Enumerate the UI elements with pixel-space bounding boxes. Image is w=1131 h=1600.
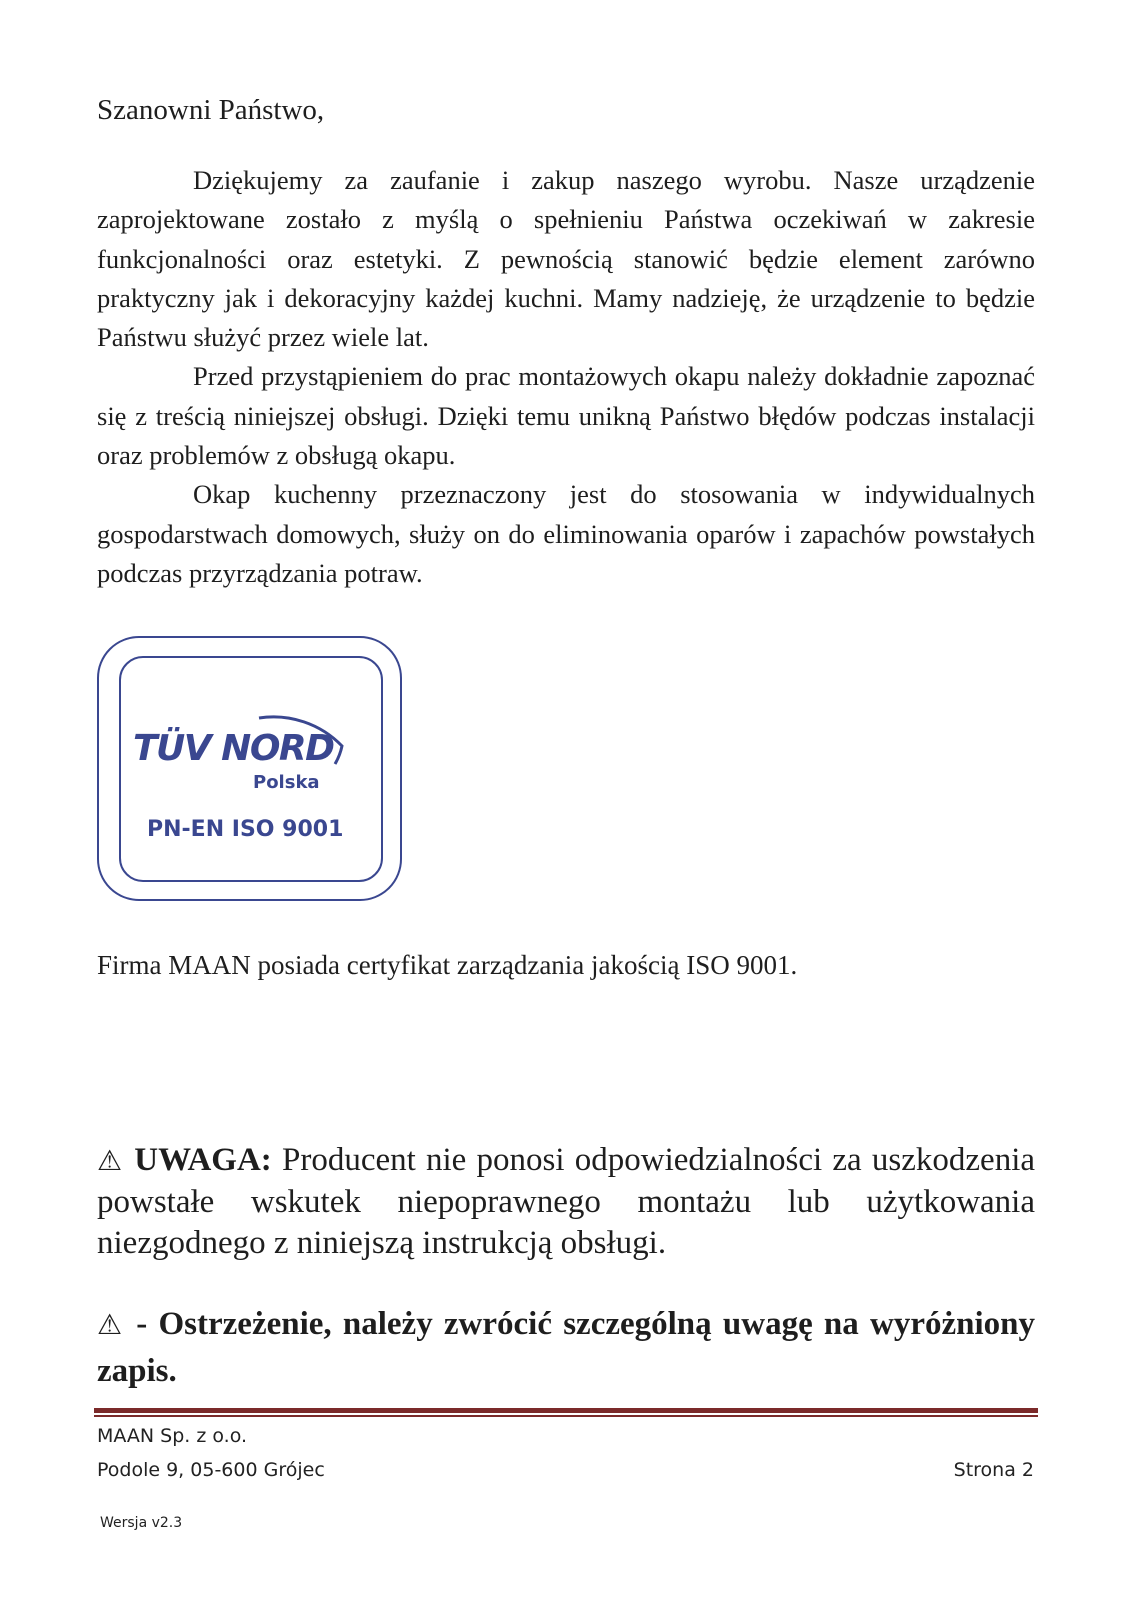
warning-legend (97, 1301, 1035, 1395)
warning-triangle-icon: ⚠ (97, 1308, 126, 1341)
paragraph-purpose: Okap kuchenny przeznaczony jest do stosowania w indywidualnych gospodarstwach domowych, służy on do eliminowania oparów i zapachów powstałych podczas przyrządzania potraw. (97, 479, 1035, 588)
letter-body (97, 161, 1035, 593)
footer-address: Podole 9, 05-600 Grójec (97, 1459, 325, 1481)
warning-legend-text: - Ostrzeżenie, należy zwrócić szczególną uwagę na wyróżniony zapis. (97, 1306, 1035, 1389)
uwaga-notice (97, 1140, 1035, 1265)
greeting: Szanowni Państwo, (97, 94, 325, 126)
footer-rule-thin (94, 1415, 1038, 1417)
warning-triangle-icon: ⚠ (97, 1144, 125, 1177)
uwaga-text: Producent nie ponosi odpowiedzialności za uszkodzenia powstałe wskutek niepoprawnego montażu lub użytkowania niezgodnego z niniejszą instrukcją obsługi. (97, 1142, 1036, 1261)
iso-standard-label: PN-EN ISO 9001 (147, 817, 344, 842)
tuv-nord-logo (99, 638, 404, 903)
logo-wordmark: TÜV NORD (133, 728, 334, 769)
logo-region: Polska (253, 772, 320, 793)
certificate-badge (97, 636, 402, 901)
footer-rule-thick (94, 1408, 1038, 1413)
certificate-caption: Firma MAAN posiada certyfikat zarządzania jakością ISO 9001. (97, 950, 798, 980)
paragraph-installation: Przed przystąpieniem do prac montażowych okapu należy dokładnie zapoznać się z treścią niniejszej obsługi. Dzięki temu unikną Państwo błędów podczas instalacji oraz problemów z obsługą okapu. (97, 361, 1035, 471)
uwaga-label: UWAGA: (134, 1142, 272, 1178)
paragraph-thanks: Dziękujemy za zaufanie i zakup naszego wyrobu. Nasze urządzenie zaprojektowane zostało z myślą o spełnieniu Państwa oczekiwań w zakresie funkcjonalności oraz estetyki. Z pewnością stanowić będzie element zarówno praktyczny jak i dekoracyjny każdej kuchni. Mamy nadzieję, że urządzenie to będzie Państwu służyć przez wiele lat. (97, 165, 1035, 353)
footer-company: MAAN Sp. z o.o. (97, 1425, 248, 1447)
page-number: Strona 2 (953, 1459, 1034, 1481)
version-label: Wersja v2.3 (100, 1515, 183, 1531)
